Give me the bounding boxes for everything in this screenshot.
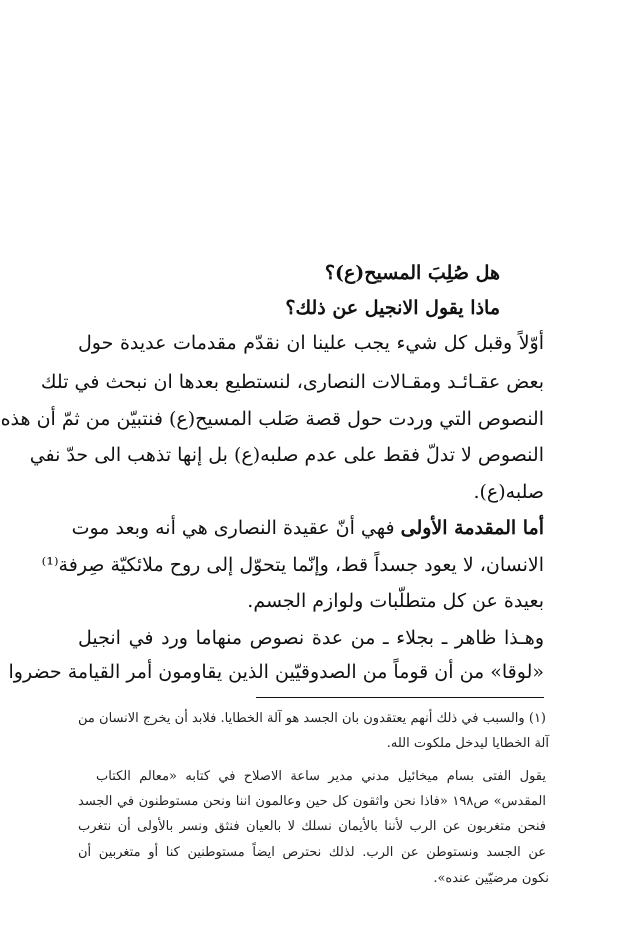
- paragraph-1-line-4: النصوص لا تدلّ فقط على عدم صلبه(ع) بل إنها تذهب الى حدّ نفي: [29, 444, 544, 466]
- paragraph-2-line-2: الانسان، لا يعود جسداً قط، وإنّما يتحوّل إلى روح ملائكيّة صِرفة⁽¹⁾: [41, 554, 544, 576]
- footnote-2-line-4: عن الجسد ونستوطن عن الرب. لذلك نحترص ايضاً مستوطنين كنا أو متغربين أن: [78, 845, 546, 860]
- paragraph-3-line-1: وهـذا ظاهر ـ بجلاء ـ من عدة نصوص منهاما ورد في انجيل: [78, 627, 544, 649]
- paragraph-1-line-5: صلبه(ع).: [473, 481, 544, 503]
- paragraph-3-line-2: «لوقا» من أن قوماً من الصدوقيّين الذين يقاومون أمر القيامة حضروا: [8, 661, 544, 683]
- footnote-2-line-5: نكون مرضيّين عنده».: [433, 871, 549, 886]
- footnote-1-line-1: (١) والسبب في ذلك أنهم يعتقدون بان الجسد هو آلة الخطايا. فلابد أن يخرج الانسان من: [78, 711, 546, 726]
- heading-question-crucifixion: هل صُلِبَ المسيح(ع)؟: [324, 262, 500, 284]
- footnote-1-line-2: آلة الخطايا ليدخل ملكوت الله.: [386, 736, 549, 751]
- paragraph-1-line-3: النصوص التي وردت حول قصة صَلب المسيح(ع) فنتبيّن من ثمّ أن هذه: [0, 408, 544, 430]
- paragraph-1-line-2: بعض عقـائـد ومقـالات النصارى، لنستطيع بعدها ان نبحث في تلك: [40, 371, 544, 393]
- footnote-2-line-2: المقدس» ص١٩٨ «فاذا نحن واثقون كل حين وعالمون اننا ونحن مستوطنون في الجسد: [78, 794, 546, 809]
- paragraph-2-line-1: [71, 513, 544, 545]
- first-premise-text: فهي أنّ عقيدة النصارى هي أنه وبعد موت: [71, 517, 401, 539]
- first-premise-heading: أما المقدمة الأولى: [400, 517, 544, 539]
- paragraph-1-line-1: أوّلاً وقبل كل شيء يجب علينا ان نقدّم مقدمات عديدة حول: [78, 332, 544, 354]
- footnote-2-line-3: فنحن متغربون عن الرب لأننا بالأيمان نسلك لا بالعيان فنثق ونسر بالأولى أن نتغرب: [78, 819, 546, 834]
- paragraph-2-line-3: بعيدة عن كل متطلّبات ولوازم الجسم.: [247, 590, 544, 612]
- footnote-separator: [256, 697, 544, 698]
- heading-question-gospel: ماذا يقول الانجيل عن ذلك؟: [285, 297, 500, 319]
- footnote-2-line-1: يقول الفتى بسام ميخائيل مدني مدير ساعة الاصلاح في كتابه «معالم الكتاب: [96, 769, 546, 784]
